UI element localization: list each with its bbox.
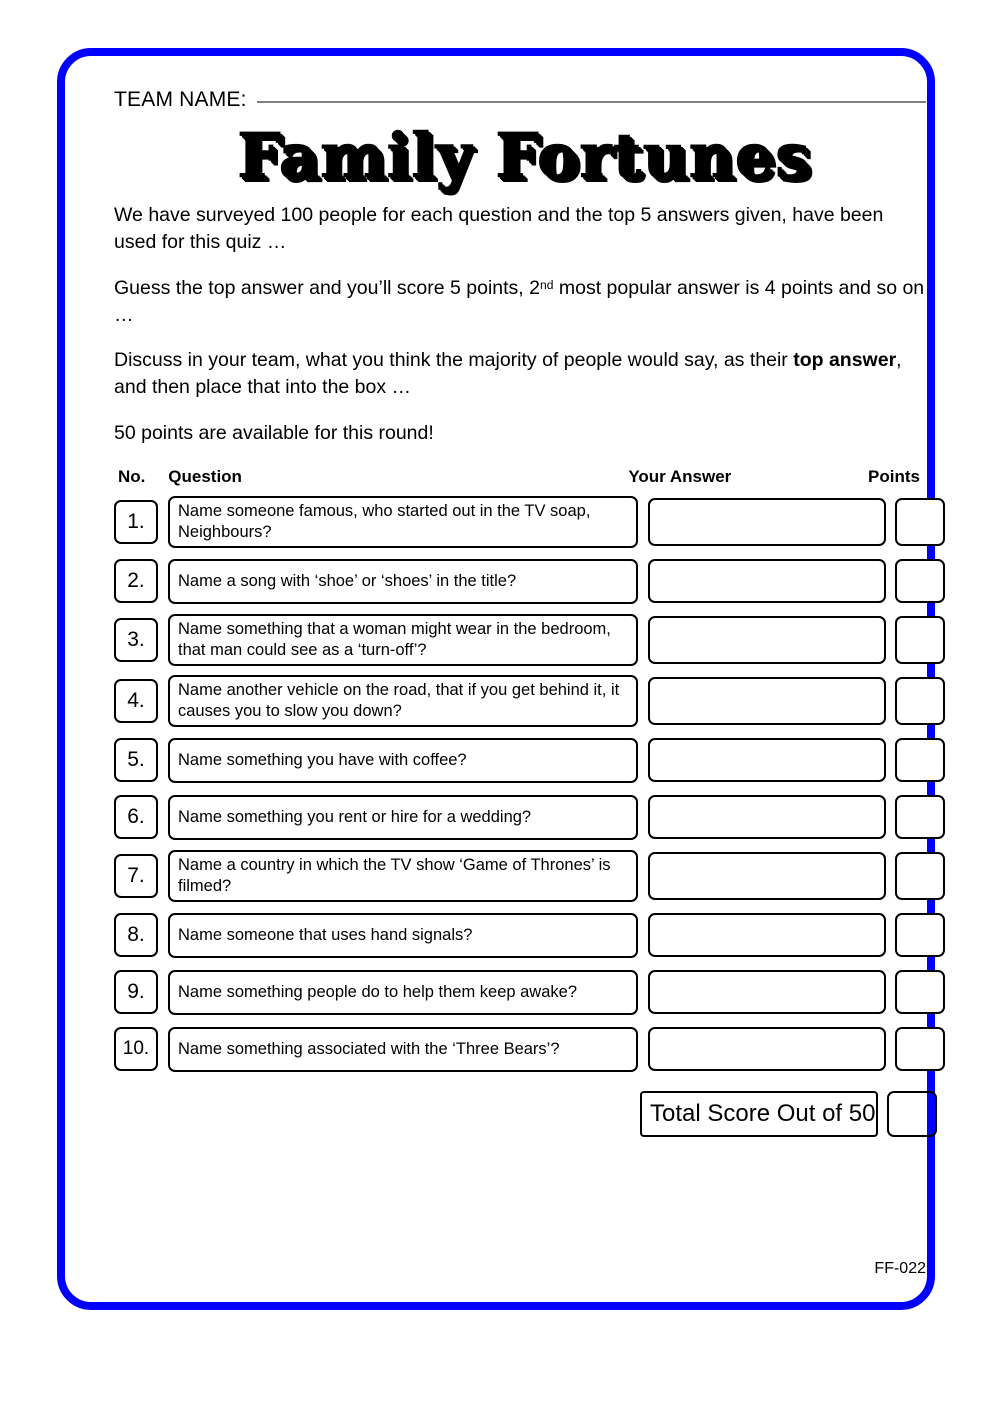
page-title: Family Fortunes (237, 119, 811, 192)
question-number: 2. (114, 559, 158, 603)
intro-p3-emphasis: top answer (793, 349, 897, 372)
points-input[interactable] (895, 559, 945, 603)
question-text: Name something associated with the ‘Three Bears’? (168, 1027, 638, 1072)
question-number: 9. (114, 970, 158, 1014)
intro-text (114, 202, 926, 447)
points-input[interactable] (895, 738, 945, 782)
table-row (114, 850, 926, 902)
answer-input[interactable] (648, 970, 886, 1014)
question-rows (114, 496, 926, 1073)
question-text: Name something that a woman might wear in the bedroom, that man could see as a ‘turn-off’? (168, 614, 638, 666)
answer-input[interactable] (648, 677, 886, 725)
team-name-row (114, 88, 926, 118)
table-row (114, 911, 926, 959)
sheet-inner (114, 88, 926, 1278)
question-number: 7. (114, 854, 158, 898)
question-number: 4. (114, 679, 158, 723)
column-header-points: Points (868, 467, 920, 487)
total-score-row (114, 1091, 926, 1137)
points-input[interactable] (895, 1027, 945, 1071)
points-input[interactable] (895, 970, 945, 1014)
column-header-answer: Your Answer (628, 467, 732, 487)
points-input[interactable] (895, 498, 945, 546)
table-row (114, 1025, 926, 1073)
table-header (114, 467, 926, 487)
answer-input[interactable] (648, 795, 886, 839)
question-text: Name something you rent or hire for a wedding? (168, 795, 638, 840)
question-number: 8. (114, 913, 158, 957)
question-text: Name something you have with coffee? (168, 738, 638, 783)
question-number: 5. (114, 738, 158, 782)
answer-input[interactable] (648, 1027, 886, 1071)
question-number: 3. (114, 618, 158, 662)
intro-paragraph-1: We have surveyed 100 people for each question and the top 5 answers given, have been used for this quiz … (114, 203, 884, 253)
answer-input[interactable] (648, 559, 886, 603)
points-input[interactable] (895, 913, 945, 957)
answer-input[interactable] (648, 913, 886, 957)
question-text: Name someone that uses hand signals? (168, 913, 638, 958)
intro-p2-part-a: Guess the top answer and you’ll score 5 points, 2 (114, 276, 540, 299)
column-header-question: Question (168, 467, 242, 487)
question-text: Name another vehicle on the road, that if you get behind it, it causes you to slow you down? (168, 675, 638, 727)
question-number: 6. (114, 795, 158, 839)
intro-paragraph-4: 50 points are available for this round! (114, 422, 434, 445)
quiz-sheet (57, 48, 935, 1310)
intro-p2-ordinal-suffix: nd (540, 277, 554, 292)
table-row (114, 793, 926, 841)
points-input[interactable] (895, 852, 945, 900)
table-row (114, 675, 926, 727)
question-text: Name a country in which the TV show ‘Game of Thrones’ is filmed? (168, 850, 638, 902)
question-number: 10. (114, 1027, 158, 1071)
answer-input[interactable] (648, 738, 886, 782)
intro-paragraph-3 (114, 347, 926, 401)
points-input[interactable] (895, 677, 945, 725)
table-row (114, 736, 926, 784)
question-text: Name a song with ‘shoe’ or ‘shoes’ in the title? (168, 559, 638, 604)
answer-input[interactable] (648, 498, 886, 546)
column-header-no: No. (118, 467, 146, 487)
intro-paragraph-2 (114, 275, 926, 329)
question-text: Name someone famous, who started out in the TV soap, Neighbours? (168, 496, 638, 548)
table-row (114, 968, 926, 1016)
table-row (114, 614, 926, 666)
question-number: 1. (114, 500, 158, 544)
table-row (114, 496, 926, 548)
intro-p3-part-a: Discuss in your team, what you think the majority of people would say, as their (114, 349, 794, 372)
points-input[interactable] (895, 616, 945, 664)
answer-input[interactable] (648, 616, 886, 664)
intro-p3-part-b: , and then place that into the box … (114, 349, 902, 399)
intro-p2-part-b: most popular answer is 4 points and so on … (114, 276, 925, 326)
footer-code: FF-022 (874, 1260, 926, 1277)
team-name-label: TEAM NAME: (114, 88, 247, 111)
team-name-input[interactable] (257, 100, 926, 103)
total-score-input[interactable] (887, 1091, 937, 1137)
question-text: Name something people do to help them keep awake? (168, 970, 638, 1015)
answer-input[interactable] (648, 852, 886, 900)
points-input[interactable] (895, 795, 945, 839)
table-row (114, 557, 926, 605)
total-score-label: Total Score Out of 50 (640, 1091, 878, 1137)
